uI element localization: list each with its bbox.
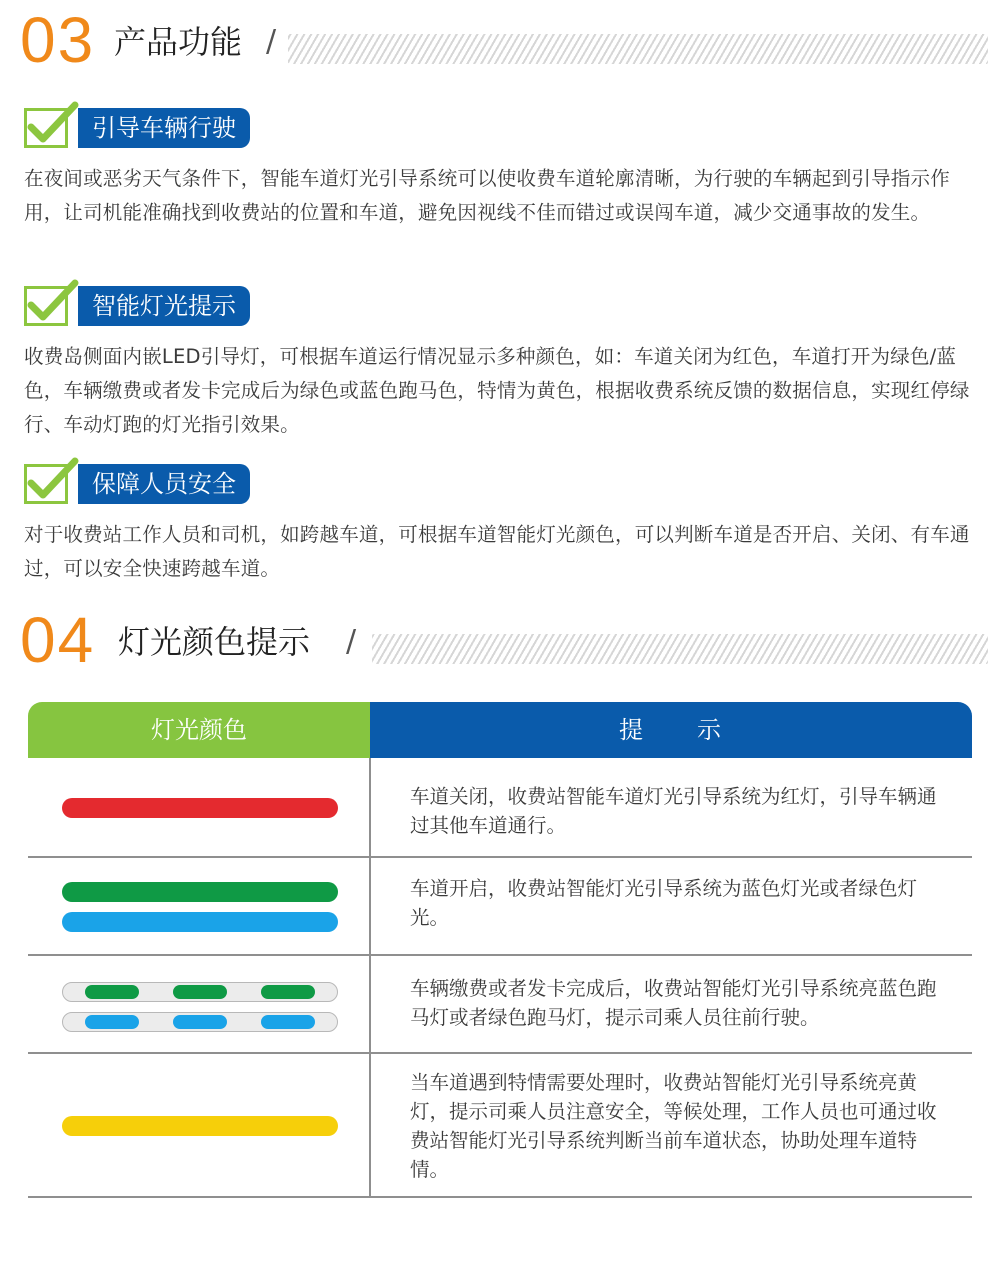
column-divider <box>369 1054 371 1196</box>
section-title: 产品功能 <box>114 23 243 61</box>
section-hatch-decoration <box>288 34 988 64</box>
header-prompt: 提 示 <box>370 702 972 758</box>
blue-light-bar <box>62 912 338 932</box>
column-divider <box>369 956 371 1052</box>
section-03-heading <box>20 4 988 78</box>
light-cell <box>28 758 369 856</box>
feature-description: 收费岛侧面内嵌LED引导灯，可根据车道运行情况显示多种颜色，如：车道关闭为红色，车道打开为绿色/蓝色，车辆缴费或者发卡完成后为绿色或蓝色跑马色，特情为黄色，根据收费系统反馈的数据信息，实现红停绿行、车动灯跑的灯光指引效果。 <box>24 345 970 436</box>
prompt-text: 车道关闭，收费站智能车道灯光引导系统为红灯，引导车辆通过其他车道通行。 <box>410 785 937 837</box>
section-slash: / <box>266 24 277 59</box>
light-cell <box>28 858 369 954</box>
section-04-heading <box>20 604 988 678</box>
prompt-text: 车道开启，收费站智能灯光引导系统为蓝色灯光或者绿色灯光。 <box>410 877 918 929</box>
feature-tag: 保障人员安全 <box>78 464 250 504</box>
checkmark-icon <box>24 464 68 504</box>
checkmark-icon <box>24 108 68 148</box>
checkmark-icon <box>24 286 68 326</box>
column-divider <box>369 858 371 954</box>
blue-running-light <box>62 1012 338 1032</box>
feature-guide-vehicles <box>24 104 984 230</box>
table-row-red <box>28 758 972 858</box>
light-cell <box>28 956 369 1052</box>
section-number: 03 <box>20 4 96 76</box>
blue-dash <box>173 1015 227 1029</box>
green-running-light <box>62 982 338 1002</box>
feature-description: 在夜间或恶劣天气条件下，智能车道灯光引导系统可以使收费车道轮廓清晰，为行驶的车辆起到引导指示作用，让司机能准确找到收费站的位置和车道，避免因视线不佳而错过或误闯车道，减少交通事故的发生。 <box>24 167 950 224</box>
feature-tag: 智能灯光提示 <box>78 286 250 326</box>
section-hatch-decoration <box>372 634 988 664</box>
table-row-green-blue <box>28 858 972 956</box>
green-light-bar <box>62 882 338 902</box>
section-number: 04 <box>20 604 96 676</box>
section-title: 灯光颜色提示 <box>118 623 311 661</box>
table-row-yellow <box>28 1054 972 1198</box>
feature-smart-light-prompt <box>24 282 984 442</box>
yellow-light-bar <box>62 1116 338 1136</box>
light-cell <box>28 1054 369 1196</box>
blue-dash <box>261 1015 315 1029</box>
column-divider <box>369 758 371 856</box>
green-dash <box>173 985 227 999</box>
table-row-running-lights <box>28 956 972 1054</box>
feature-personnel-safety <box>24 460 984 586</box>
blue-dash <box>85 1015 139 1029</box>
table-header <box>28 702 972 758</box>
light-color-table <box>28 702 972 1198</box>
red-light-bar <box>62 798 338 818</box>
prompt-text: 当车道遇到特情需要处理时，收费站智能灯光引导系统亮黄灯，提示司乘人员注意安全，等候处理，工作人员也可通过收费站智能灯光引导系统判断当前车道状态，协助处理车道特情。 <box>410 1071 937 1181</box>
section-slash: / <box>346 624 357 659</box>
feature-tag: 引导车辆行驶 <box>78 108 250 148</box>
feature-description: 对于收费站工作人员和司机，如跨越车道，可根据车道智能灯光颜色，可以判断车道是否开启、关闭、有车通过，可以安全快速跨越车道。 <box>24 523 970 580</box>
green-dash <box>261 985 315 999</box>
green-dash <box>85 985 139 999</box>
prompt-text: 车辆缴费或者发卡完成后，收费站智能灯光引导系统亮蓝色跑马灯或者绿色跑马灯，提示司乘人员往前行驶。 <box>410 977 937 1029</box>
header-light-color: 灯光颜色 <box>28 702 370 758</box>
